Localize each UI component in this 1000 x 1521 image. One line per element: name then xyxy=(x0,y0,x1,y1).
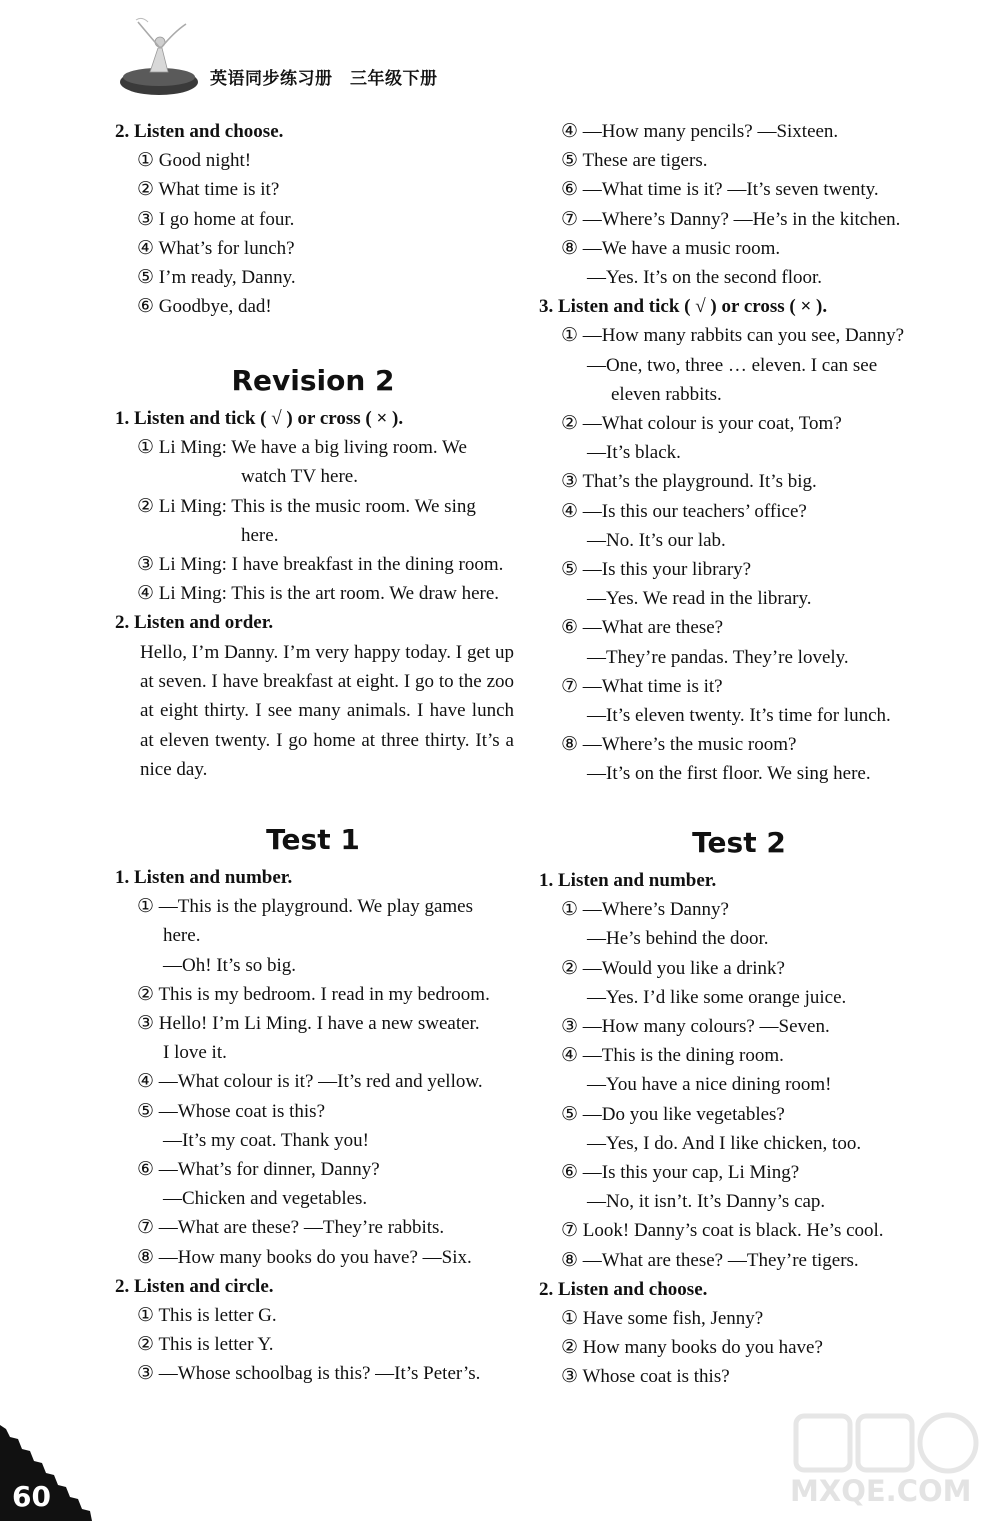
right-top-subheading: 3. Listen and tick ( √ ) or cross ( × ). xyxy=(539,296,828,318)
dancer-logo xyxy=(118,10,200,98)
revision2-paragraph: Hello, I’m Danny. I’m very happy today. I get up at seven. I have breakfast at eight. I go to the zoo at eight thirty. I see many animals. I have lunch at eleven twenty. I go home at three thirty. It’s a nice day. xyxy=(140,641,514,781)
left-top-section xyxy=(115,117,535,321)
right-top-line: —They’re pandas. They’re lovely. xyxy=(587,646,849,668)
test2-line: —Yes, I do. And I like chicken, too. xyxy=(587,1132,862,1154)
test1-line: —Oh! It’s so big. xyxy=(163,954,296,976)
test1-line: ② This is letter Y. xyxy=(137,1334,274,1356)
revision2-title: Revision 2 xyxy=(231,364,395,397)
revision2-subheading: 2. Listen and order. xyxy=(115,612,274,634)
right-top-line: ⑤ These are tigers. xyxy=(561,150,708,172)
revision2-section xyxy=(115,404,535,785)
test1-line: here. xyxy=(163,925,201,947)
revision2-line: here. xyxy=(241,524,279,546)
watermark-text: MXQE.COM xyxy=(790,1474,972,1508)
test2-line: —He’s behind the door. xyxy=(587,928,769,950)
test2-line: —No, it isn’t. It’s Danny’s cap. xyxy=(587,1191,826,1213)
test1-section xyxy=(115,863,535,1389)
test2-line: ⑥ —Is this your cap, Li Ming? xyxy=(561,1162,800,1184)
right-top-line: —Yes. It’s on the second floor. xyxy=(587,267,823,289)
test1-subheading: 2. Listen and circle. xyxy=(115,1275,274,1297)
right-top-line: —It’s eleven twenty. It’s time for lunch. xyxy=(587,705,891,727)
left-top-line: ① Good night! xyxy=(137,150,252,172)
test1-line: ③ Hello! I’m Li Ming. I have a new sweater. xyxy=(137,1013,480,1035)
test2-line: ⑤ —Do you like vegetables? xyxy=(561,1103,785,1125)
right-top-line: —It’s on the first floor. We sing here. xyxy=(587,763,871,785)
left-top-subheading: 2. Listen and choose. xyxy=(115,121,284,142)
left-top-line: ⑤ I’m ready, Danny. xyxy=(137,267,296,289)
right-top-line: ⑤ —Is this your library? xyxy=(561,559,752,581)
right-top-line: ② —What colour is your coat, Tom? xyxy=(561,413,842,435)
right-top-section xyxy=(539,117,959,789)
right-top-line: ③ That’s the playground. It’s big. xyxy=(561,471,817,493)
test1-line: ⑥ —What’s for dinner, Danny? xyxy=(137,1159,380,1181)
right-top-line: eleven rabbits. xyxy=(611,383,722,405)
left-top-line: ④ What’s for lunch? xyxy=(137,237,295,259)
left-top-line: ③ I go home at four. xyxy=(137,208,295,230)
test1-line: ⑤ —Whose coat is this? xyxy=(137,1100,325,1122)
right-top-line: ⑦ —What time is it? xyxy=(561,675,723,697)
test1-line: ③ —Whose schoolbag is this? —It’s Peter’s. xyxy=(137,1363,481,1385)
revision2-line: ③ Li Ming: I have breakfast in the dining room. xyxy=(137,554,504,576)
right-top-line: ④ —Is this our teachers’ office? xyxy=(561,500,807,522)
test2-line: —You have a nice dining room! xyxy=(587,1074,832,1096)
right-top-line: —One, two, three … eleven. I can see xyxy=(587,354,878,376)
test2-line: ① Have some fish, Jenny? xyxy=(561,1308,764,1330)
test1-line: ⑦ —What are these? —They’re rabbits. xyxy=(137,1217,445,1239)
test2-line: ① —Where’s Danny? xyxy=(561,899,729,921)
right-top-line: —Yes. We read in the library. xyxy=(587,588,812,610)
test1-subheading: 1. Listen and number. xyxy=(115,867,293,888)
test2-title: Test 2 xyxy=(692,826,786,859)
test2-subheading: 1. Listen and number. xyxy=(539,870,717,891)
right-top-line: ⑧ —We have a music room. xyxy=(561,237,781,259)
header-title: 英语同步练习册 三年级下册 xyxy=(210,69,438,89)
test1-line: ① This is letter G. xyxy=(137,1305,277,1327)
test1-line: I love it. xyxy=(163,1042,227,1064)
test1-line: ⑧ —How many books do you have? —Six. xyxy=(137,1246,472,1268)
test1-title: Test 1 xyxy=(266,823,360,856)
revision2-line: ④ Li Ming: This is the art room. We draw here. xyxy=(137,583,500,605)
test2-line: ② —Would you like a drink? xyxy=(561,957,785,979)
left-top-line: ② What time is it? xyxy=(137,179,280,201)
right-top-line: ⑥ —What are these? xyxy=(561,617,724,639)
test2-line: ⑦ Look! Danny’s coat is black. He’s cool. xyxy=(561,1220,884,1242)
test2-section xyxy=(539,866,959,1392)
test1-line: —It’s my coat. Thank you! xyxy=(163,1129,369,1151)
left-top-line: ⑥ Goodbye, dad! xyxy=(137,296,272,318)
test1-line: ④ —What colour is it? —It’s red and yellow. xyxy=(137,1071,483,1093)
test2-line: ③ Whose coat is this? xyxy=(561,1366,730,1388)
test1-line: ② This is my bedroom. I read in my bedroom. xyxy=(137,983,490,1005)
test2-line: ③ —How many colours? —Seven. xyxy=(561,1016,830,1038)
right-top-line: ① —How many rabbits can you see, Danny? xyxy=(561,325,905,347)
right-top-line: —It’s black. xyxy=(587,442,681,464)
revision2-line: ② Li Ming: This is the music room. We sing xyxy=(137,495,476,517)
right-top-line: ④ —How many pencils? —Sixteen. xyxy=(561,121,839,142)
test2-subheading: 2. Listen and choose. xyxy=(539,1278,708,1300)
page-number: 60 xyxy=(12,1480,51,1513)
revision2-subheading: 1. Listen and tick ( √ ) or cross ( × ). xyxy=(115,408,404,429)
revision2-line: watch TV here. xyxy=(241,466,358,488)
revision2-line: ① Li Ming: We have a big living room. We xyxy=(137,437,467,459)
test1-line: —Chicken and vegetables. xyxy=(163,1188,368,1210)
test2-line: ⑧ —What are these? —They’re tigers. xyxy=(561,1249,859,1271)
right-top-line: ⑥ —What time is it? —It’s seven twenty. xyxy=(561,179,879,201)
right-top-line: ⑧ —Where’s the music room? xyxy=(561,734,797,756)
right-top-line: ⑦ —Where’s Danny? —He’s in the kitchen. xyxy=(561,208,901,230)
test1-line: ① —This is the playground. We play games xyxy=(137,896,473,918)
test2-line: ② How many books do you have? xyxy=(561,1337,823,1359)
test2-line: —Yes. I’d like some orange juice. xyxy=(587,986,847,1008)
test2-line: ④ —This is the dining room. xyxy=(561,1045,784,1067)
right-top-line: —No. It’s our lab. xyxy=(587,529,726,551)
